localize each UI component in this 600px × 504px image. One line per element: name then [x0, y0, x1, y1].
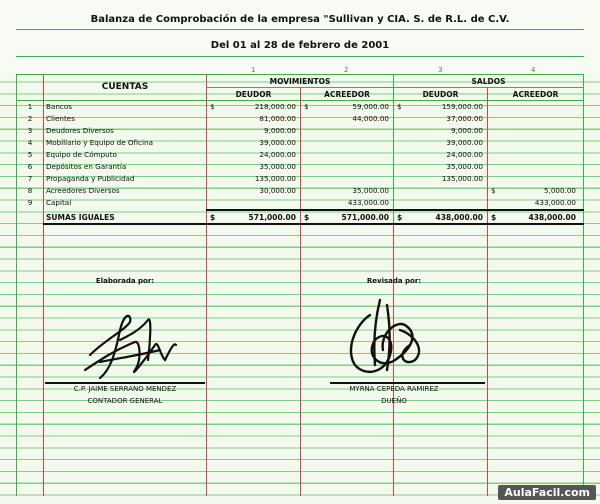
mov-acreedor-value: 44,000.00 — [352, 114, 389, 123]
signature-elaborada — [70, 300, 190, 385]
document-title: Balanza de Comprobación de la empresa "Sullivan y CIA. S. de R.L. de C.V. — [90, 14, 510, 25]
mov-deudor-value: 135,000.00 — [254, 174, 296, 183]
revisada-role: DUEÑO — [381, 397, 407, 405]
column-number-2: 2 — [344, 66, 349, 74]
saldo-deudor-value: 159,000.00 — [441, 102, 483, 111]
row-number: 9 — [27, 198, 33, 207]
saldo-deudor-value: 9,000.00 — [450, 126, 483, 135]
totals-bottom-rule — [43, 223, 584, 225]
mov-deudor-value: 35,000.00 — [259, 162, 296, 171]
mov-acreedor-value: 59,000.00 — [352, 102, 389, 111]
mov-deudor-value: 81,000.00 — [259, 114, 296, 123]
mov-deudor-value: 218,000.00 — [254, 102, 296, 111]
currency-sign: $ — [210, 213, 216, 222]
column-number-1: 1 — [251, 66, 256, 74]
mov-deudor-value: 9,000.00 — [263, 126, 296, 135]
total-mov-acreedor: 571,000.00 — [341, 213, 389, 222]
total-mov-deudor: 571,000.00 — [248, 213, 296, 222]
header-band — [0, 0, 600, 74]
saldos-header: SALDOS — [471, 77, 506, 86]
title-rule — [16, 29, 584, 30]
row-number: 2 — [27, 114, 33, 123]
mov-acreedor-header: ACREEDOR — [324, 90, 370, 99]
elaborada-label: Elaborada por: — [95, 277, 155, 285]
row-number: 7 — [27, 174, 33, 183]
currency-sign: $ — [304, 213, 310, 222]
group-header-rule — [206, 87, 584, 88]
mov-deudor-value: 39,000.00 — [259, 138, 296, 147]
mov-deudor-value: 30,000.00 — [259, 186, 296, 195]
currency-sign: $ — [397, 102, 402, 111]
row-number: 5 — [27, 150, 33, 159]
saldo-acreedor-value: 5,000.00 — [543, 186, 576, 195]
number-column-divider — [43, 74, 44, 496]
total-saldo-deudor: 438,000.00 — [435, 213, 483, 222]
currency-sign: $ — [397, 213, 403, 222]
watermark-logo: AulaFacil.com — [498, 485, 596, 500]
account-name: Deudores Diversos — [46, 126, 114, 135]
totals-top-rule — [206, 209, 584, 211]
account-name: Depósitos en Garantía — [46, 162, 127, 171]
row-number: 8 — [27, 186, 33, 195]
account-name: Propaganda y Publicidad — [46, 174, 135, 183]
saldo-acreedor-header: ACREEDOR — [512, 90, 559, 99]
table-top-rule — [16, 74, 584, 75]
document-period: Del 01 al 28 de febrero de 2001 — [210, 40, 390, 51]
totals-label: SUMAS IGUALES — [46, 213, 115, 222]
signature-revisada — [335, 295, 455, 385]
revisada-label: Revisada por: — [366, 277, 422, 285]
row-number: 4 — [27, 138, 33, 147]
elaborada-role: CONTADOR GENERAL — [87, 397, 163, 405]
currency-sign: $ — [210, 102, 215, 111]
total-saldo-acreedor: 438,000.00 — [528, 213, 576, 222]
mov-deudor-header: DEUDOR — [235, 90, 272, 99]
row-number: 1 — [27, 102, 33, 111]
revisada-name: MYRNA CEPEDA RAMIREZ — [349, 385, 439, 393]
currency-sign: $ — [304, 102, 309, 111]
saldo-deudor-value: 37,000.00 — [446, 114, 483, 123]
currency-sign: $ — [491, 213, 497, 222]
cuentas-header: CUENTAS — [101, 82, 149, 92]
saldo-acreedor-value: 433,000.00 — [534, 198, 576, 207]
row-number: 6 — [27, 162, 33, 171]
saldo-deudor-value: 135,000.00 — [441, 174, 483, 183]
right-border — [583, 74, 584, 496]
movimientos-header: MOVIMIENTOS — [269, 77, 331, 86]
saldo-deudor-value: 35,000.00 — [446, 162, 483, 171]
saldo-deudor-value: 39,000.00 — [446, 138, 483, 147]
account-name: Equipo de Cómputo — [46, 150, 117, 159]
account-name: Mobiliario y Equipo de Oficina — [46, 138, 153, 147]
elaborada-name: C.P. JAIME SERRANO MENDEZ — [73, 385, 177, 393]
mov-acreedor-value: 35,000.00 — [352, 186, 389, 195]
row-number: 3 — [27, 126, 33, 135]
account-name: Bancos — [46, 102, 72, 111]
period-rule — [16, 56, 584, 57]
mov-deudor-value: 24,000.00 — [259, 150, 296, 159]
account-name: Capital — [46, 198, 72, 207]
account-name: Acreedores Diversos — [46, 186, 120, 195]
column-number-4: 4 — [531, 66, 536, 74]
mov-acreedor-value: 433,000.00 — [347, 198, 389, 207]
column-number-3: 3 — [438, 66, 443, 74]
currency-sign: $ — [491, 186, 496, 195]
mov-divider — [300, 87, 301, 496]
account-name: Clientes — [46, 114, 75, 123]
saldo-deudor-value: 24,000.00 — [446, 150, 483, 159]
saldo-deudor-header: DEUDOR — [422, 90, 459, 99]
saldos-inner-divider — [487, 87, 488, 496]
